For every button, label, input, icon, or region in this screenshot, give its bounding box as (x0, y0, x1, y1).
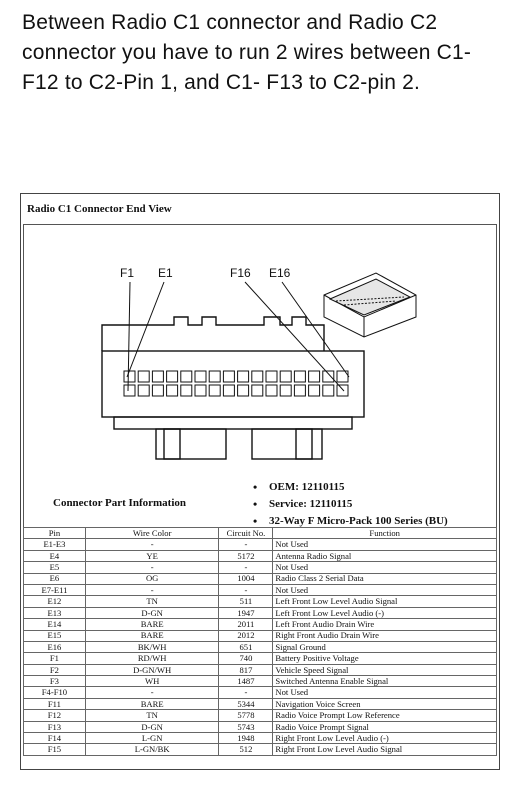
pin-cavity-f (181, 385, 192, 396)
pin-cavity-f (152, 385, 163, 396)
pin-cavity-e (195, 371, 206, 382)
pin-cavity-e (152, 371, 163, 382)
pin-cell: F11 (24, 698, 86, 709)
header-wire-color: Wire Color (85, 528, 219, 539)
table-row (24, 744, 497, 755)
circuit-cell: 2012 (219, 630, 273, 641)
pin-cell: F14 (24, 733, 86, 744)
circuit-cell: - (219, 539, 273, 550)
table-row (24, 687, 497, 698)
pin-cavity-f (294, 385, 305, 396)
wire-color-cell: - (85, 584, 219, 595)
pin-cavity-e (280, 371, 291, 382)
pin-cavity-f (138, 385, 149, 396)
spec-service: • Service: 12110115 (249, 496, 448, 513)
spec-list (249, 479, 448, 530)
wire-color-cell: BARE (85, 698, 219, 709)
pin-cavity-e (223, 371, 234, 382)
pin-cell: E16 (24, 641, 86, 652)
pin-cavity-f (337, 385, 348, 396)
table-row (24, 721, 497, 732)
pin-cavity-f (309, 385, 320, 396)
post-text: Between Radio C1 connector and Radio C2 connector you have to run 2 wires between C1-F12 to C2-Pin 1, and C1- F13 to C2-pin 2. (22, 11, 472, 94)
pin-cavity-e (167, 371, 178, 382)
pin-cavity-e (309, 371, 320, 382)
table-row (24, 710, 497, 721)
pin-cavity-f (124, 385, 135, 396)
wire-color-cell: BK/WH (85, 641, 219, 652)
wire-color-cell: TN (85, 710, 219, 721)
spec-oem: • OEM: 12110115 (249, 479, 448, 496)
pin-cell: E13 (24, 607, 86, 618)
connector-perspective-view (324, 273, 416, 337)
circuit-cell: 511 (219, 596, 273, 607)
pin-cell: F12 (24, 710, 86, 721)
pin-row-f (124, 385, 348, 396)
connector-info-heading: Connector Part Information (53, 497, 186, 509)
pin-cavity-f (195, 385, 206, 396)
pin-cell: E6 (24, 573, 86, 584)
circuit-cell: - (219, 584, 273, 595)
pin-cell: F1 (24, 653, 86, 664)
pin-cavity-e (181, 371, 192, 382)
pin-cavity-f (280, 385, 291, 396)
circuit-cell: 5743 (219, 721, 273, 732)
pin-table-body (24, 539, 497, 755)
header-pin: Pin (24, 528, 86, 539)
header-circuit-no: Circuit No. (219, 528, 273, 539)
table-row (24, 641, 497, 652)
wire-color-cell: L-GN (85, 733, 219, 744)
wire-color-cell: - (85, 539, 219, 550)
pin-table (23, 527, 497, 756)
label-f1: F1 (120, 266, 135, 280)
table-row (24, 664, 497, 675)
function-cell: Not Used (273, 562, 497, 573)
pin-cavity-e (124, 371, 135, 382)
table-row (24, 596, 497, 607)
pin-cavity-e (138, 371, 149, 382)
connector-body (102, 317, 364, 459)
function-cell: Radio Voice Prompt Low Reference (273, 710, 497, 721)
pin-cell: E1-E3 (24, 539, 86, 550)
pin-cavity-e (209, 371, 220, 382)
function-cell: Radio Class 2 Serial Data (273, 573, 497, 584)
wire-color-cell: L-GN/BK (85, 744, 219, 755)
table-row (24, 539, 497, 550)
pin-cavity-f (238, 385, 249, 396)
function-cell: Navigation Voice Screen (273, 698, 497, 709)
function-cell: Left Front Low Level Audio (-) (273, 607, 497, 618)
pin-cell: E4 (24, 550, 86, 561)
pin-cavity-f (167, 385, 178, 396)
table-row (24, 573, 497, 584)
wire-color-cell: - (85, 562, 219, 573)
circuit-cell: 1948 (219, 733, 273, 744)
pin-cell: E7-E11 (24, 584, 86, 595)
pin-cavity-e (266, 371, 277, 382)
pin-cell: E5 (24, 562, 86, 573)
circuit-cell: 817 (219, 664, 273, 675)
table-row (24, 698, 497, 709)
pin-cavity-f (323, 385, 334, 396)
circuit-cell: 1947 (219, 607, 273, 618)
pin-cavity-e (238, 371, 249, 382)
circuit-cell: 512 (219, 744, 273, 755)
pin-cavity-e (294, 371, 305, 382)
circuit-cell: 5778 (219, 710, 273, 721)
pin-table-header (24, 528, 497, 539)
table-row (24, 607, 497, 618)
function-cell: Right Front Audio Drain Wire (273, 630, 497, 641)
function-cell: Not Used (273, 584, 497, 595)
function-cell: Right Front Low Level Audio Signal (273, 744, 497, 755)
label-e1: E1 (158, 266, 173, 280)
function-cell: Radio Voice Prompt Signal (273, 721, 497, 732)
connector-document (20, 193, 500, 770)
wire-color-cell: WH (85, 676, 219, 687)
circuit-cell: 2011 (219, 619, 273, 630)
function-cell: Vehicle Speed Signal (273, 664, 497, 675)
table-row (24, 676, 497, 687)
circuit-cell: - (219, 562, 273, 573)
pin-cavity-f (252, 385, 263, 396)
circuit-cell: 740 (219, 653, 273, 664)
spec-connector-type: • 32-Way F Micro-Pack 100 Series (BU) (249, 513, 448, 530)
label-f16: F16 (230, 266, 251, 280)
wire-color-cell: RD/WH (85, 653, 219, 664)
wire-color-cell: D-GN (85, 721, 219, 732)
function-cell: Right Front Low Level Audio (-) (273, 733, 497, 744)
table-row (24, 630, 497, 641)
pin-cell: F4-F10 (24, 687, 86, 698)
pin-cell: E15 (24, 630, 86, 641)
function-cell: Left Front Audio Drain Wire (273, 619, 497, 630)
table-row (24, 619, 497, 630)
pin-cavity-f (223, 385, 234, 396)
circuit-cell: 1004 (219, 573, 273, 584)
function-cell: Battery Positive Voltage (273, 653, 497, 664)
circuit-cell: 5344 (219, 698, 273, 709)
wire-color-cell: - (85, 687, 219, 698)
pin-row-e (124, 371, 348, 382)
table-row (24, 733, 497, 744)
pin-cell: F15 (24, 744, 86, 755)
connector-end-view-diagram (24, 225, 496, 495)
wire-color-cell: BARE (85, 630, 219, 641)
table-row (24, 584, 497, 595)
circuit-cell: 5172 (219, 550, 273, 561)
circuit-cell: 651 (219, 641, 273, 652)
pin-cavity-f (209, 385, 220, 396)
function-cell: Not Used (273, 539, 497, 550)
wire-color-cell: YE (85, 550, 219, 561)
function-cell: Not Used (273, 687, 497, 698)
table-row (24, 550, 497, 561)
label-e16: E16 (269, 266, 291, 280)
wire-color-cell: TN (85, 596, 219, 607)
function-cell: Signal Ground (273, 641, 497, 652)
pin-cell: E12 (24, 596, 86, 607)
function-cell: Switched Antenna Enable Signal (273, 676, 497, 687)
wire-color-cell: BARE (85, 619, 219, 630)
header-function: Function (273, 528, 497, 539)
table-row (24, 562, 497, 573)
table-row (24, 653, 497, 664)
wire-color-cell: OG (85, 573, 219, 584)
wire-color-cell: D-GN/WH (85, 664, 219, 675)
pin-cell: F2 (24, 664, 86, 675)
pin-cavity-f (266, 385, 277, 396)
circuit-cell: - (219, 687, 273, 698)
circuit-cell: 1487 (219, 676, 273, 687)
function-cell: Antenna Radio Signal (273, 550, 497, 561)
pin-cell: F3 (24, 676, 86, 687)
function-cell: Left Front Low Level Audio Signal (273, 596, 497, 607)
pin-cell: E14 (24, 619, 86, 630)
pin-cavity-e (323, 371, 334, 382)
pin-cavity-e (252, 371, 263, 382)
document-title: Radio C1 Connector End View (27, 203, 172, 215)
pin-cell: F13 (24, 721, 86, 732)
wire-color-cell: D-GN (85, 607, 219, 618)
